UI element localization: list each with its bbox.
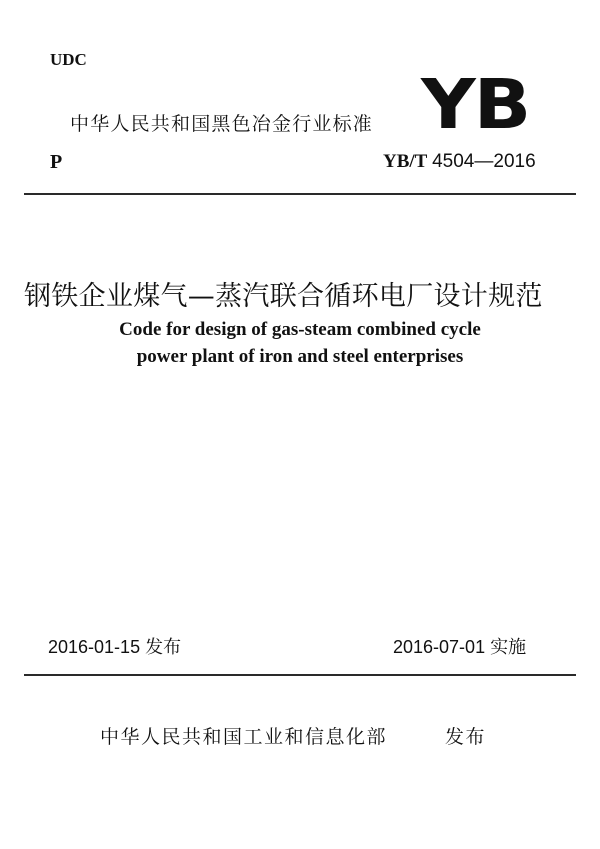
issue-date: 2016-01-15 发布 (48, 637, 182, 657)
document-title-english-line2: power plant of iron and steel enterprises (136, 346, 464, 367)
top-divider (24, 193, 576, 195)
organization-standard-line: 中华人民共和国黑色冶金行业标准 (70, 113, 374, 135)
issue-action: 发布 (445, 726, 487, 748)
bottom-divider (24, 674, 576, 676)
document-title-english-line1: Code for design of gas-steam combined cycle (119, 319, 481, 340)
yb-logo: YB (421, 64, 530, 145)
standard-prefix: YB/T (383, 151, 428, 172)
classification-code: P (50, 151, 63, 173)
udc-label: UDC (50, 50, 87, 69)
issuing-authority: 中华人民共和国工业和信息化部 (100, 726, 388, 748)
standard-number (383, 151, 536, 173)
document-title-chinese: 钢铁企业煤气—蒸汽联合循环电厂设计规范 (24, 281, 543, 312)
implementation-date: 2016-07-01 实施 (393, 637, 527, 657)
standard-code: 4504—2016 (432, 151, 536, 172)
